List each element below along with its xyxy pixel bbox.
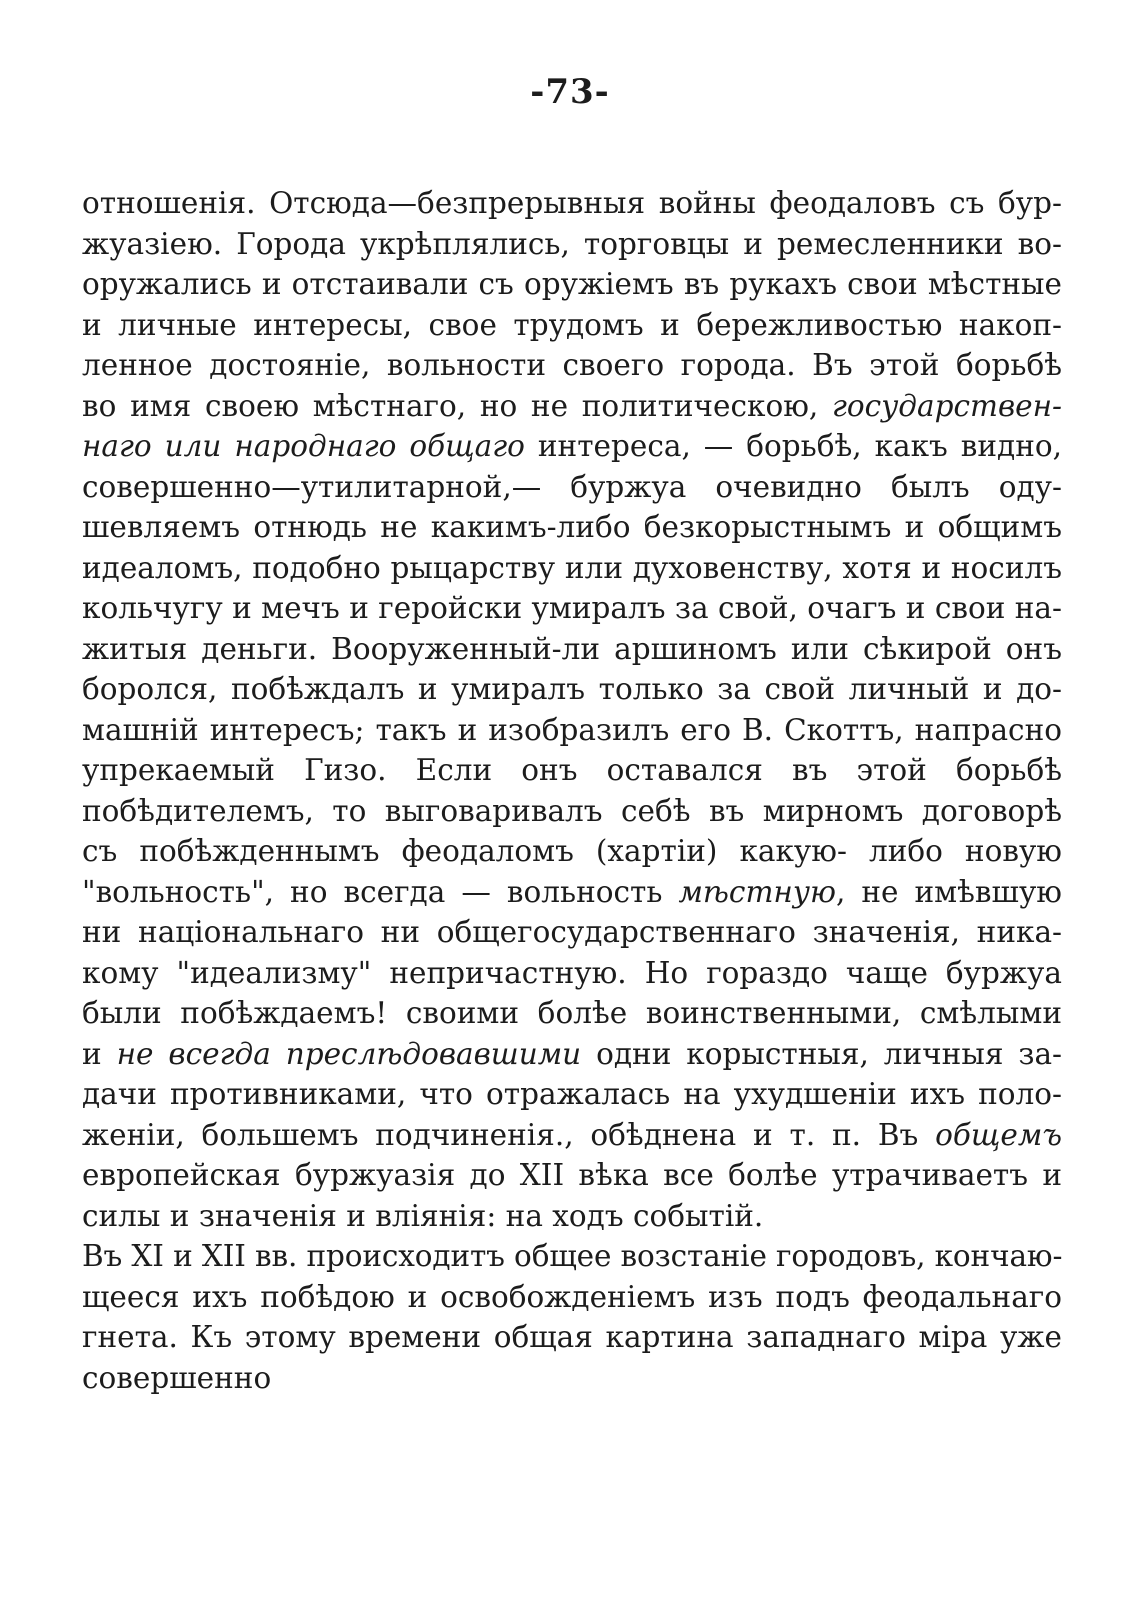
text-segment: шевляемъ отнюдь не какимъ-либо безкорыстнымъ и общимъ [82, 510, 1062, 544]
text-line [82, 1236, 1062, 1277]
italic-text: государствен- [832, 388, 1062, 423]
italic-text: не всегда преслѣдовавшими [116, 1036, 582, 1071]
text-line [82, 183, 1062, 224]
text-line [82, 791, 1062, 832]
text-segment: упрекаемый Гизо. Если онъ оставался въ этой борьбѣ [82, 753, 1062, 787]
text-segment: идеаломъ, подобно рыцарству или духовенству, хотя и носилъ [82, 550, 1062, 585]
text-line [82, 1034, 1062, 1075]
text-segment: совершенно [82, 1360, 272, 1395]
text-line [82, 305, 1062, 346]
page-number: -73- [530, 72, 610, 112]
text-line [82, 1277, 1062, 1318]
text-line [82, 912, 1062, 953]
body-text [82, 183, 1062, 1398]
italic-text: общемъ [935, 1117, 1062, 1152]
text-segment: ни національнаго ни общегосударственнаго значенія, ника- [82, 915, 1062, 949]
text-line [82, 750, 1062, 791]
text-line [82, 345, 1062, 386]
text-segment: и личные интересы, свое трудомъ и бережливостью накоп- [82, 307, 1062, 342]
text-segment: во имя своею мѣстнаго, но не политическою, [82, 388, 832, 423]
text-line [82, 1196, 1062, 1237]
text-segment: европейская буржуазія до XII вѣка все болѣе утрачиваетъ и [82, 1158, 1062, 1192]
text-segment: съ побѣжденнымъ феодаломъ (хартіи) какую- либо новую [82, 834, 1062, 868]
text-segment: кому "идеализму" непричастную. Но гораздо чаще буржуа [82, 955, 1062, 990]
text-line [82, 1317, 1062, 1358]
text-segment: житыя деньги. Вооруженный-ли аршиномъ или сѣкирой онъ [82, 631, 1062, 666]
text-line [82, 710, 1062, 751]
text-segment: ленное достояніе, вольности своего города. Въ этой борьбѣ [82, 348, 1062, 382]
text-segment: отношенія. Отсюда—безпрерывныя войны феодаловъ съ бур- [82, 186, 1062, 220]
text-segment: одни корыстныя, личныя за- [581, 1036, 1063, 1071]
text-line [82, 467, 1062, 508]
text-segment: "вольность", но всегда — вольность [82, 874, 679, 909]
text-segment: кольчугу и мечъ и геройски умиралъ за свой, очагъ и свои на- [82, 591, 1062, 625]
text-line [82, 1115, 1062, 1156]
text-segment: щееся ихъ побѣдою и освобожденіемъ изъ подъ феодальнаго [82, 1279, 1062, 1314]
text-line [82, 872, 1062, 913]
text-segment: машній интересъ; такъ и изобразилъ его В. Скоттъ, напрасно [82, 712, 1062, 747]
text-segment: , не имѣвшую [835, 874, 1062, 909]
text-segment: силы и значенія и вліянія: на ходъ событій. [82, 1198, 764, 1233]
text-segment: побѣдителемъ, то выговаривалъ себѣ въ мирномъ договорѣ [82, 793, 1062, 828]
text-line [82, 264, 1062, 305]
text-segment: оружались и отстаивали съ оружіемъ въ рукахъ свои мѣстные [82, 267, 1062, 301]
text-line [82, 426, 1062, 467]
text-line [82, 629, 1062, 670]
italic-text: наго или народнаго общаго [82, 429, 525, 463]
text-line [82, 993, 1062, 1034]
text-line [82, 224, 1062, 265]
text-line [82, 386, 1062, 427]
text-segment: Въ XI и XII вв. происходитъ общее возстаніе городовъ, кончаю- [82, 1239, 1063, 1273]
text-segment: женіи, большемъ подчиненія., обѣднена и т. п. Въ [82, 1117, 936, 1152]
text-line [82, 507, 1062, 548]
text-segment: были побѣждаемъ! своими болѣе воинственными, смѣлыми [82, 996, 1062, 1030]
text-line [82, 1074, 1062, 1115]
text-line [82, 953, 1062, 994]
text-segment: и [82, 1036, 117, 1071]
text-line [82, 588, 1062, 629]
text-segment: жуазіею. Города укрѣплялись, торговцы и ремесленники во- [82, 226, 1062, 261]
text-segment: совершенно—утилитарной,— буржуа очевидно былъ оду- [82, 469, 1062, 504]
text-line [82, 1358, 1062, 1399]
text-segment: боролся, побѣждалъ и умиралъ только за свой личный и до- [82, 672, 1062, 706]
text-line [82, 548, 1062, 589]
text-segment: интереса, — борьбѣ, какъ видно, [524, 429, 1062, 463]
text-line [82, 669, 1062, 710]
text-segment: дачи противниками, что отражалась на ухудшеніи ихъ поло- [82, 1077, 1062, 1111]
text-line [82, 831, 1062, 872]
italic-text: мѣстную [678, 874, 836, 909]
text-segment: гнета. Къ этому времени общая картина западнаго міра уже [82, 1320, 1062, 1354]
text-line [82, 1155, 1062, 1196]
